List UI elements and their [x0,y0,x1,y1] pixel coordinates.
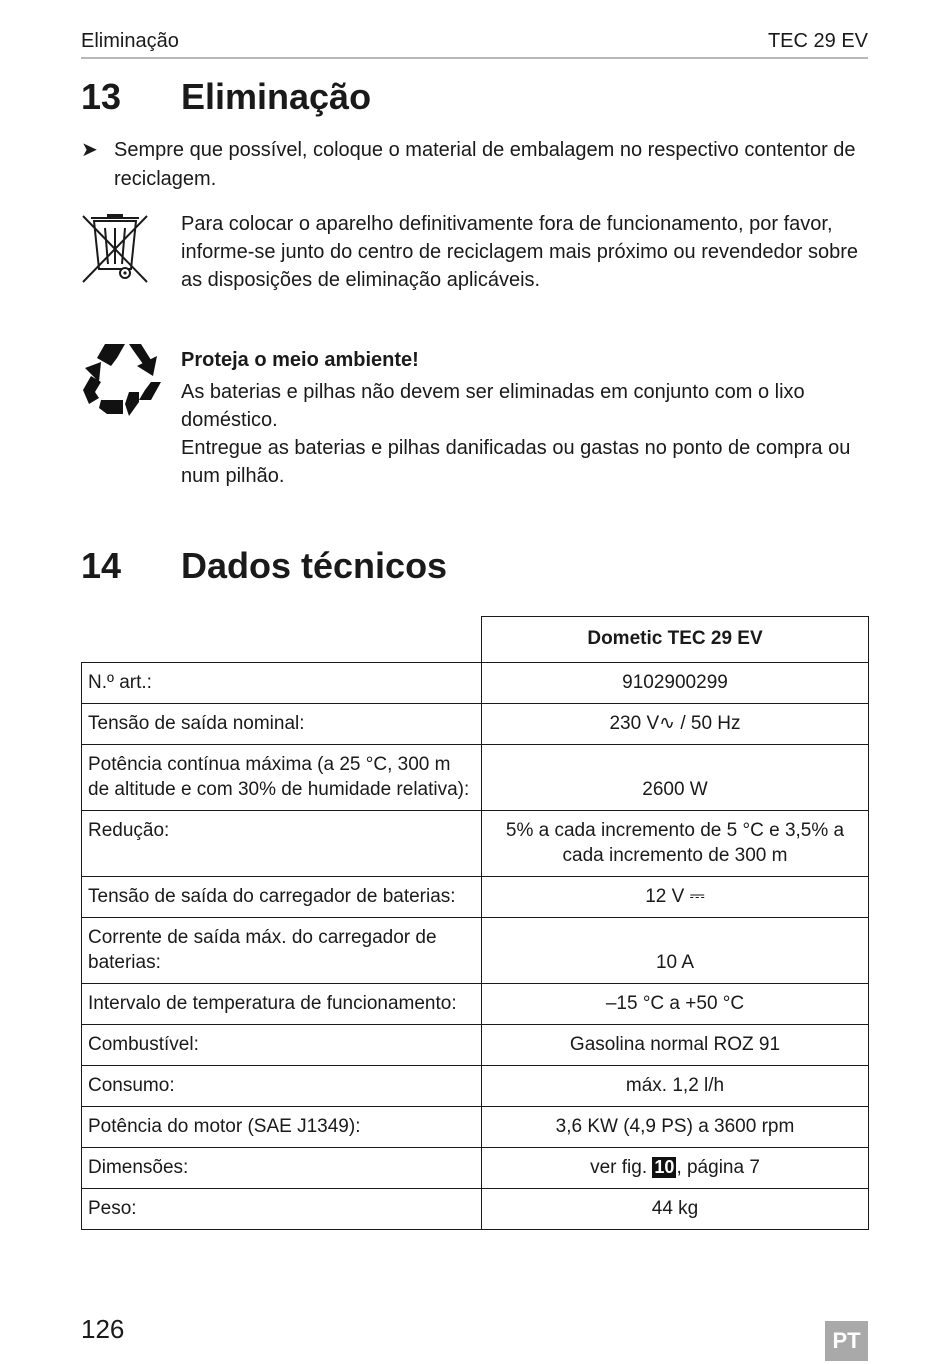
section-14-title: Dados técnicos [181,545,448,586]
environment-notice [181,346,871,490]
table-row [82,1066,869,1107]
spec-label: Potência contínua máxima (a 25 °C, 300 m de altitude e com 30% de humidade relativa): [82,745,482,811]
spec-value: 230 V∿ / 50 Hz [482,704,869,745]
section-13-title: Eliminação [181,76,372,117]
spec-value: –15 °C a +50 °C [482,984,869,1025]
spec-value [482,1148,869,1189]
table-row [82,1148,869,1189]
packaging-text: Sempre que possível, coloque o material de embalagem no respectivo contentor de reciclagem. [114,139,856,190]
spec-label: Combustível: [82,1025,482,1066]
table-header-model: Dometic TEC 29 EV [482,617,869,663]
figure-number-badge: 10 [654,1157,675,1177]
spec-value: máx. 1,2 l/h [482,1066,869,1107]
spec-label: Redução: [82,811,482,877]
recycle-icon [81,342,163,418]
spec-value: 44 kg [482,1189,869,1230]
spec-label: Intervalo de temperatura de funcionamento: [82,984,482,1025]
spec-value: 12 V ⎓ [482,877,869,918]
spec-value: 2600 W [482,745,869,811]
figure-ref-suffix: , página 7 [676,1157,760,1178]
table-row [82,663,869,704]
section-14-number: 14 [81,545,122,586]
crossed-out-bin-icon [81,214,149,284]
table-row [82,811,869,877]
environment-title: Proteja o meio ambiente! [181,349,419,371]
environment-line-2: Entregue as baterias e pilhas danificadas ou gastas no ponto de compra ou num pilhão. [181,437,851,487]
section-13-heading [81,76,371,118]
table-row [82,1107,869,1148]
technical-data-table [81,616,869,1230]
section-14-heading [81,545,447,587]
arrow-bullet-icon: ➤ [81,139,98,161]
spec-value: 10 A [482,918,869,984]
spec-label: Peso: [82,1189,482,1230]
spec-label: N.º art.: [82,663,482,704]
spec-label: Consumo: [82,1066,482,1107]
spec-value: 3,6 KW (4,9 PS) a 3600 rpm [482,1107,869,1148]
table-header-empty [82,617,482,663]
table-header-row [82,617,869,663]
spec-label: Tensão de saída do carregador de baterias: [82,877,482,918]
spec-value: 9102900299 [482,663,869,704]
spec-value: Gasolina normal ROZ 91 [482,1025,869,1066]
packaging-bullet [81,136,868,194]
header-section: Eliminação [81,30,179,52]
spec-label: Dimensões: [82,1148,482,1189]
running-header [81,30,868,59]
spec-label: Potência do motor (SAE J1349): [82,1107,482,1148]
table-row [82,984,869,1025]
language-badge: PT [825,1321,868,1361]
figure-ref-prefix: ver fig. [590,1157,648,1178]
table-row [82,704,869,745]
spec-label: Tensão de saída nominal: [82,704,482,745]
table-row [82,1025,869,1066]
environment-line-1: As baterias e pilhas não devem ser eliminadas em conjunto com o lixo doméstico. [181,381,805,431]
disposal-paragraph: Para colocar o aparelho definitivamente fora de funcionamento, por favor, informe-se junto do centro de reciclagem mais próximo ou revendedor sobre as disposições de eliminação aplicáveis. [181,213,859,291]
header-model: TEC 29 EV [767,30,868,52]
spec-label: Corrente de saída máx. do carregador de baterias: [82,918,482,984]
table-row [82,877,869,918]
table-row [82,918,869,984]
spec-value: 5% a cada incremento de 5 °C e 3,5% a cada incremento de 300 m [482,811,869,877]
page-number: 126 [81,1314,125,1344]
table-row [82,1189,869,1230]
table-row [82,745,869,811]
section-13-number: 13 [81,76,122,117]
